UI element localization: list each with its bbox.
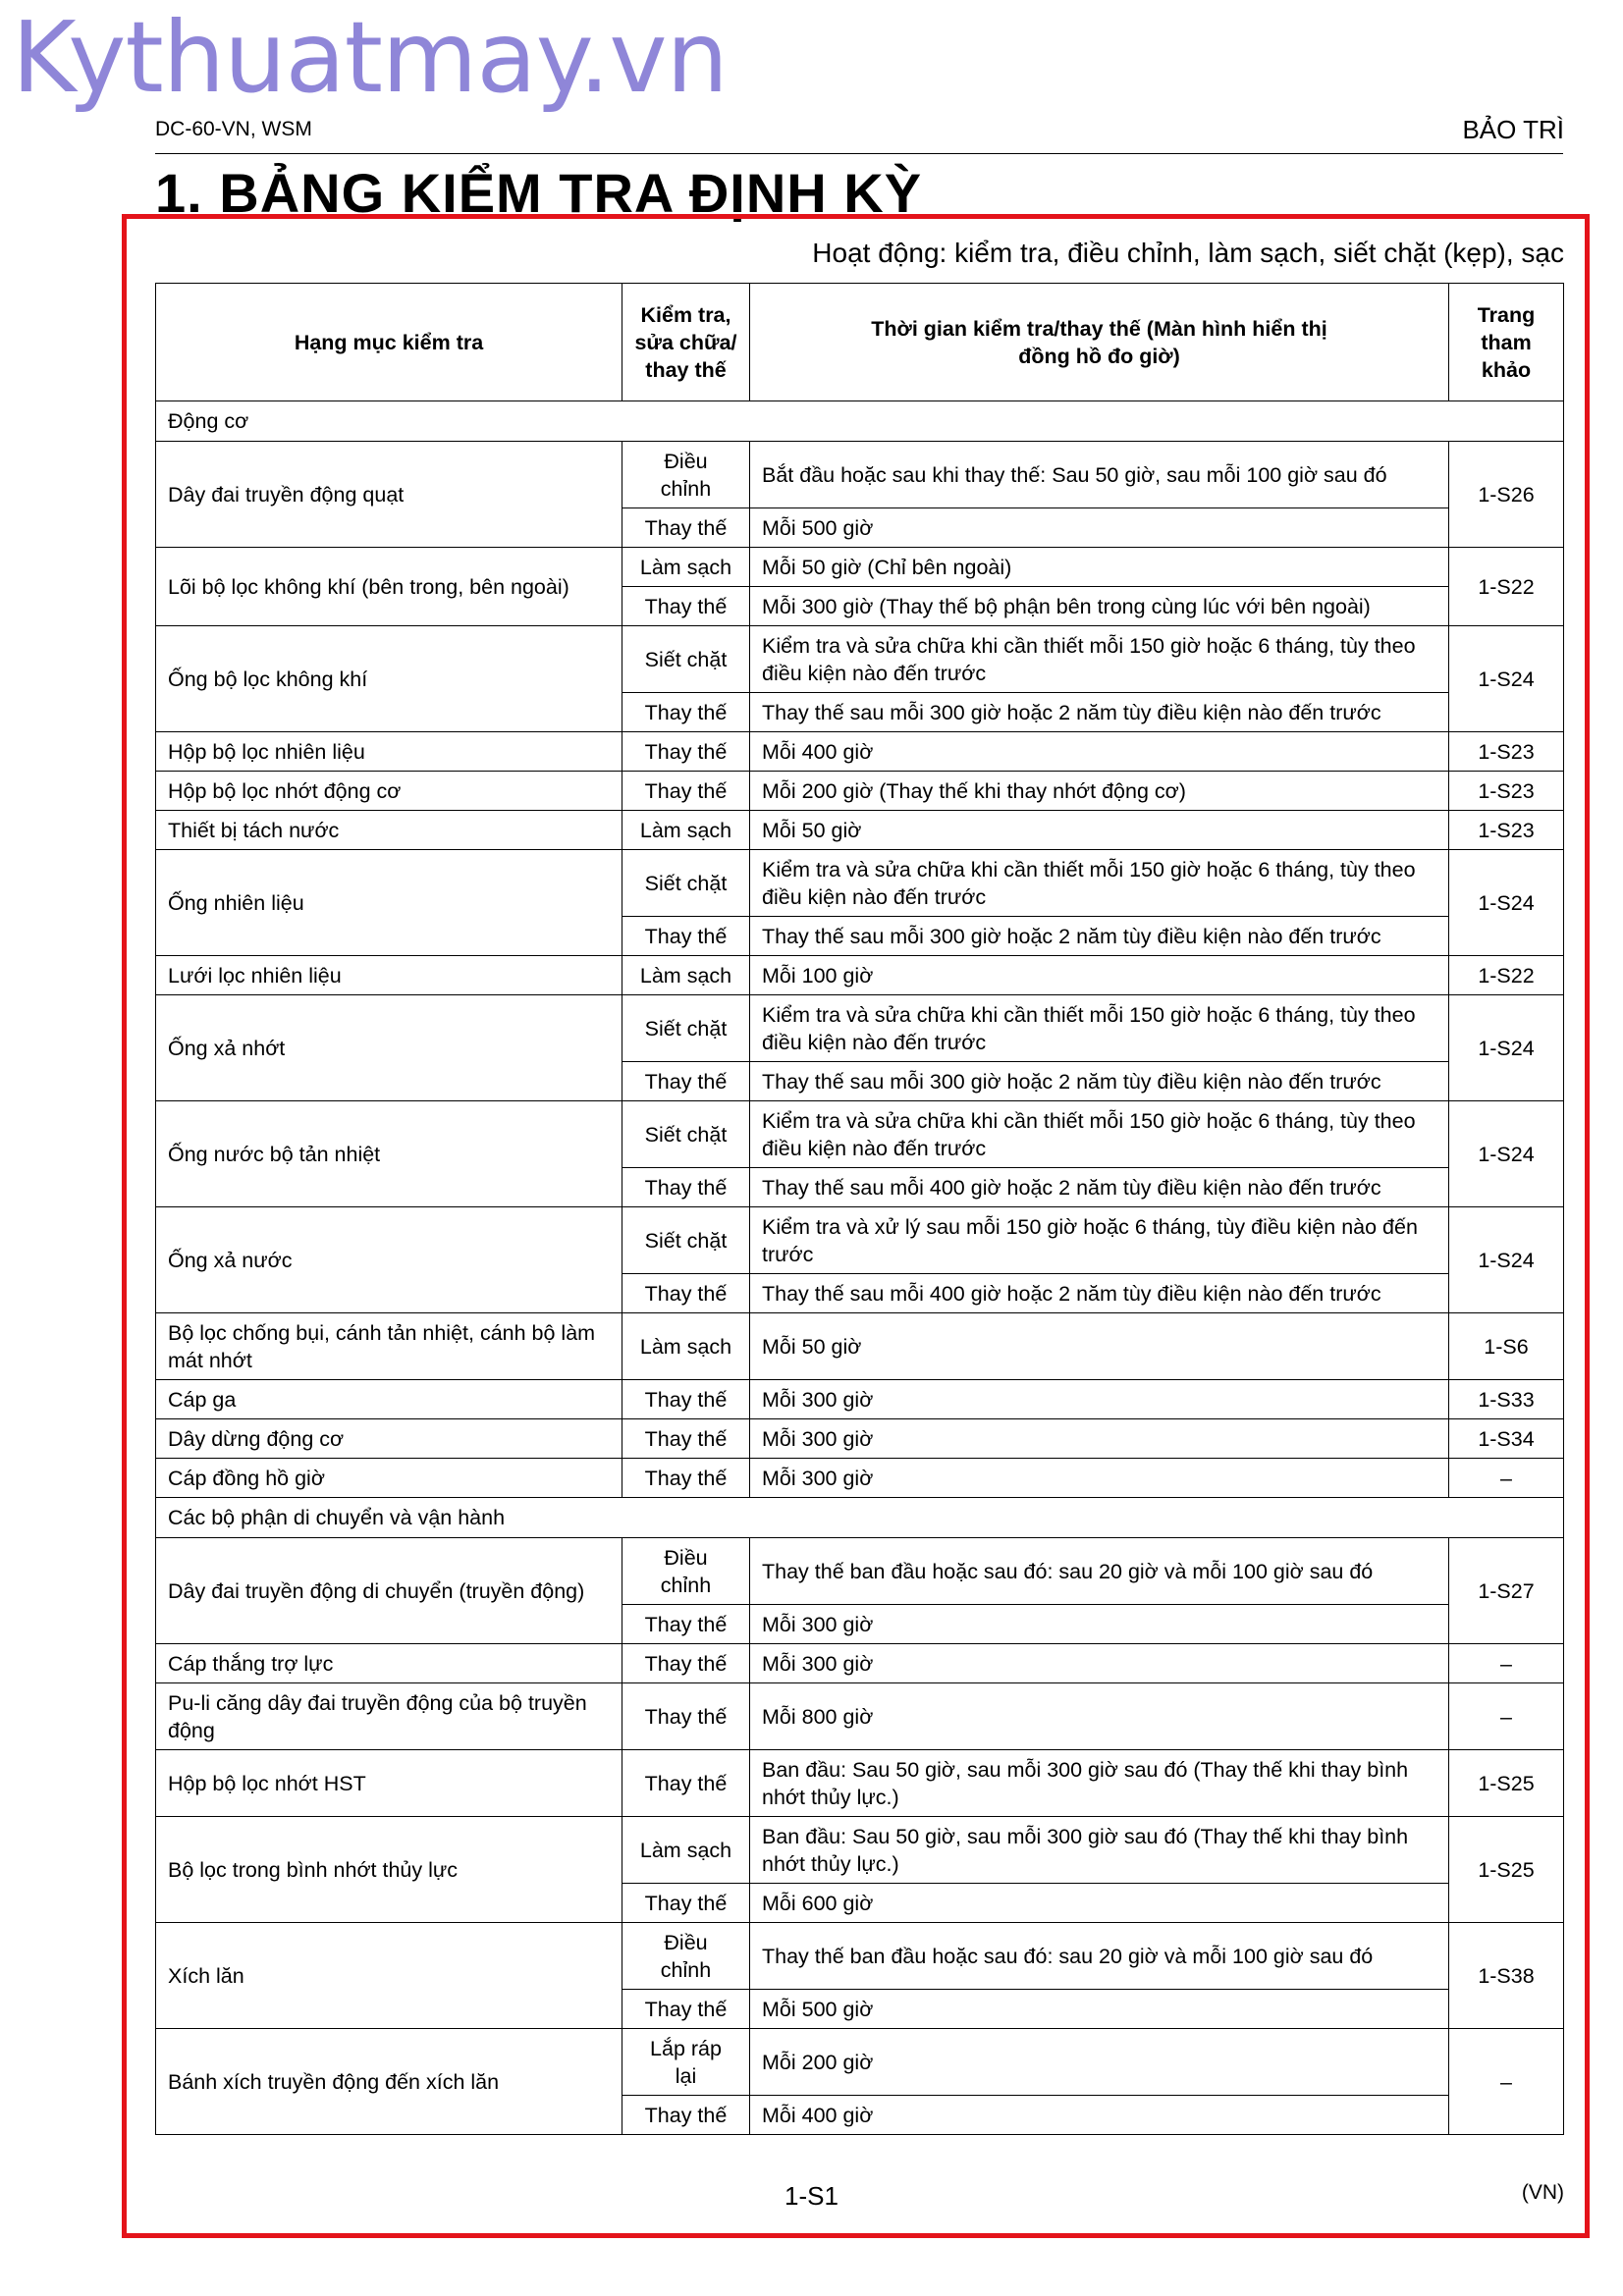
action-cell: Điều chỉnh	[622, 1538, 750, 1605]
action-cell: Thay thế	[622, 1380, 750, 1419]
action-cell: Điều chỉnh	[622, 1923, 750, 1990]
action-cell: Thay thế	[622, 1274, 750, 1313]
doc-code: DC-60-VN, WSM	[155, 118, 312, 140]
table-row	[156, 442, 1564, 508]
action-cell: Làm sạch	[622, 1313, 750, 1380]
table-row	[156, 772, 1564, 811]
interval-cell: Mỗi 50 giờ (Chỉ bên ngoài)	[750, 548, 1449, 587]
watermark-logo: Kythuatmay.vn	[12, 0, 728, 115]
ref-cell: 1-S23	[1449, 772, 1564, 811]
item-cell: Ống bộ lọc không khí	[156, 626, 622, 732]
header-rule	[155, 153, 1563, 154]
ref-cell: 1-S25	[1449, 1750, 1564, 1817]
action-cell: Siết chặt	[622, 995, 750, 1062]
interval-cell: Thay thế sau mỗi 300 giờ hoặc 2 năm tùy điều kiện nào đến trước	[750, 1062, 1449, 1101]
action-cell: Thay thế	[622, 917, 750, 956]
action-cell: Lắp ráp lại	[622, 2029, 750, 2096]
interval-cell: Mỗi 600 giờ	[750, 1884, 1449, 1923]
table-row	[156, 1644, 1564, 1683]
action-cell: Thay thế	[622, 1459, 750, 1498]
item-cell: Hộp bộ lọc nhớt HST	[156, 1750, 622, 1817]
ref-cell: 1-S24	[1449, 850, 1564, 956]
interval-cell: Ban đầu: Sau 50 giờ, sau mỗi 300 giờ sau đó (Thay thế khi thay bình nhớt thủy lực.)	[750, 1750, 1449, 1817]
action-cell: Làm sạch	[622, 811, 750, 850]
interval-cell: Mỗi 50 giờ	[750, 1313, 1449, 1380]
action-cell: Thay thế	[622, 1168, 750, 1207]
item-cell: Cáp ga	[156, 1380, 622, 1419]
table-row	[156, 1419, 1564, 1459]
item-cell: Xích lăn	[156, 1923, 622, 2029]
interval-cell: Thay thế sau mỗi 300 giờ hoặc 2 năm tùy điều kiện nào đến trước	[750, 917, 1449, 956]
interval-cell: Mỗi 400 giờ	[750, 732, 1449, 772]
interval-cell: Kiểm tra và xử lý sau mỗi 150 giờ hoặc 6 tháng, tùy điều kiện nào đến trước	[750, 1207, 1449, 1274]
col-header-ref: Trang tham khảo	[1449, 284, 1564, 401]
ref-cell: 1-S23	[1449, 732, 1564, 772]
section-engine: Động cơ	[156, 401, 1564, 442]
item-cell: Dây đai truyền động quạt	[156, 442, 622, 548]
action-cell: Thay thế	[622, 1062, 750, 1101]
action-cell: Thay thế	[622, 1683, 750, 1750]
ref-cell: –	[1449, 1644, 1564, 1683]
item-cell: Pu-li căng dây đai truyền động của bộ truyền động	[156, 1683, 622, 1750]
action-cell: Thay thế	[622, 1605, 750, 1644]
action-cell: Thay thế	[622, 1750, 750, 1817]
table-row	[156, 1538, 1564, 1605]
action-cell: Thay thế	[622, 732, 750, 772]
interval-cell: Mỗi 300 giờ	[750, 1644, 1449, 1683]
ref-cell: 1-S24	[1449, 995, 1564, 1101]
interval-cell: Mỗi 300 giờ (Thay thế bộ phận bên trong cùng lúc với bên ngoài)	[750, 587, 1449, 626]
language-code: (VN)	[1521, 2181, 1564, 2204]
ref-cell: –	[1449, 1459, 1564, 1498]
interval-cell: Mỗi 300 giờ	[750, 1419, 1449, 1459]
interval-cell: Mỗi 300 giờ	[750, 1459, 1449, 1498]
interval-cell: Thay thế sau mỗi 400 giờ hoặc 2 năm tùy điều kiện nào đến trước	[750, 1168, 1449, 1207]
interval-cell: Mỗi 500 giờ	[750, 508, 1449, 548]
item-cell: Thiết bị tách nước	[156, 811, 622, 850]
interval-cell: Thay thế sau mỗi 300 giờ hoặc 2 năm tùy điều kiện nào đến trước	[750, 693, 1449, 732]
action-cell: Thay thế	[622, 1884, 750, 1923]
ref-cell: 1-S22	[1449, 956, 1564, 995]
item-cell: Cáp thắng trợ lực	[156, 1644, 622, 1683]
table-row	[156, 956, 1564, 995]
action-cell: Siết chặt	[622, 1101, 750, 1168]
table-row	[156, 1101, 1564, 1168]
activity-note: Hoạt động: kiểm tra, điều chỉnh, làm sạch, siết chặt (kẹp), sạc	[812, 238, 1564, 268]
interval-cell: Kiểm tra và sửa chữa khi cần thiết mỗi 150 giờ hoặc 6 tháng, tùy theo điều kiện nào đến trước	[750, 995, 1449, 1062]
item-cell: Bộ lọc chống bụi, cánh tản nhiệt, cánh bộ làm mát nhớt	[156, 1313, 622, 1380]
action-cell: Thay thế	[622, 1644, 750, 1683]
interval-cell: Ban đầu: Sau 50 giờ, sau mỗi 300 giờ sau đó (Thay thế khi thay bình nhớt thủy lực.)	[750, 1817, 1449, 1884]
action-cell: Làm sạch	[622, 956, 750, 995]
table-row	[156, 1207, 1564, 1274]
interval-cell: Mỗi 200 giờ	[750, 2029, 1449, 2096]
table-row	[156, 1459, 1564, 1498]
interval-cell: Mỗi 800 giờ	[750, 1683, 1449, 1750]
ref-cell: –	[1449, 2029, 1564, 2135]
col-header-action: Kiểm tra, sửa chữa/ thay thế	[622, 284, 750, 401]
section-name: BẢO TRÌ	[1462, 115, 1564, 144]
action-cell: Thay thế	[622, 2096, 750, 2135]
item-cell: Bộ lọc trong bình nhớt thủy lực	[156, 1817, 622, 1923]
interval-cell: Kiểm tra và sửa chữa khi cần thiết mỗi 150 giờ hoặc 6 tháng, tùy theo điều kiện nào đến trước	[750, 626, 1449, 693]
table-row	[156, 626, 1564, 693]
interval-cell: Thay thế ban đầu hoặc sau đó: sau 20 giờ và mỗi 100 giờ sau đó	[750, 1923, 1449, 1990]
inspection-table	[155, 283, 1564, 2135]
ref-cell: 1-S25	[1449, 1817, 1564, 1923]
ref-cell: 1-S34	[1449, 1419, 1564, 1459]
action-cell: Siết chặt	[622, 1207, 750, 1274]
ref-cell: 1-S24	[1449, 626, 1564, 732]
ref-cell: 1-S6	[1449, 1313, 1564, 1380]
item-cell: Bánh xích truyền động đến xích lăn	[156, 2029, 622, 2135]
action-cell: Làm sạch	[622, 1817, 750, 1884]
table-row	[156, 811, 1564, 850]
action-cell: Siết chặt	[622, 626, 750, 693]
ref-cell: 1-S23	[1449, 811, 1564, 850]
item-cell: Lưới lọc nhiên liệu	[156, 956, 622, 995]
interval-cell: Mỗi 400 giờ	[750, 2096, 1449, 2135]
item-cell: Hộp bộ lọc nhiên liệu	[156, 732, 622, 772]
col-header-item: Hạng mục kiểm tra	[156, 284, 622, 401]
interval-cell: Mỗi 300 giờ	[750, 1605, 1449, 1644]
table-row	[156, 1817, 1564, 1884]
table-row	[156, 548, 1564, 587]
action-cell: Thay thế	[622, 772, 750, 811]
item-cell: Ống nhiên liệu	[156, 850, 622, 956]
action-cell: Làm sạch	[622, 548, 750, 587]
action-cell: Thay thế	[622, 587, 750, 626]
action-cell: Thay thế	[622, 1990, 750, 2029]
table-row	[156, 1923, 1564, 1990]
table-row	[156, 850, 1564, 917]
page-number: 1-S1	[784, 2181, 839, 2211]
item-cell: Dây dừng động cơ	[156, 1419, 622, 1459]
action-cell: Siết chặt	[622, 850, 750, 917]
interval-cell: Mỗi 50 giờ	[750, 811, 1449, 850]
table-row	[156, 732, 1564, 772]
interval-cell: Kiểm tra và sửa chữa khi cần thiết mỗi 150 giờ hoặc 6 tháng, tùy theo điều kiện nào đến trước	[750, 1101, 1449, 1168]
item-cell: Ống xả nhớt	[156, 995, 622, 1101]
section-row	[156, 401, 1564, 442]
action-cell: Thay thế	[622, 508, 750, 548]
interval-cell: Mỗi 100 giờ	[750, 956, 1449, 995]
action-cell: Điều chỉnh	[622, 442, 750, 508]
interval-cell: Kiểm tra và sửa chữa khi cần thiết mỗi 150 giờ hoặc 6 tháng, tùy theo điều kiện nào đến trước	[750, 850, 1449, 917]
ref-cell: 1-S33	[1449, 1380, 1564, 1419]
table-row	[156, 995, 1564, 1062]
action-cell: Thay thế	[622, 693, 750, 732]
interval-cell: Mỗi 300 giờ	[750, 1380, 1449, 1419]
table-row	[156, 1750, 1564, 1817]
table-header-row	[156, 284, 1564, 401]
ref-cell: 1-S26	[1449, 442, 1564, 548]
table-row	[156, 2029, 1564, 2096]
interval-cell: Mỗi 500 giờ	[750, 1990, 1449, 2029]
action-cell: Thay thế	[622, 1419, 750, 1459]
item-cell: Ống nước bộ tản nhiệt	[156, 1101, 622, 1207]
item-cell: Dây đai truyền động di chuyển (truyền động)	[156, 1538, 622, 1644]
item-cell: Lõi bộ lọc không khí (bên trong, bên ngoài)	[156, 548, 622, 626]
interval-cell: Mỗi 200 giờ (Thay thế khi thay nhớt động cơ)	[750, 772, 1449, 811]
interval-cell: Thay thế ban đầu hoặc sau đó: sau 20 giờ và mỗi 100 giờ sau đó	[750, 1538, 1449, 1605]
ref-cell: 1-S22	[1449, 548, 1564, 626]
item-cell: Hộp bộ lọc nhớt động cơ	[156, 772, 622, 811]
interval-cell: Thay thế sau mỗi 400 giờ hoặc 2 năm tùy điều kiện nào đến trước	[750, 1274, 1449, 1313]
item-cell: Cáp đồng hồ giờ	[156, 1459, 622, 1498]
table-row	[156, 1380, 1564, 1419]
ref-cell: –	[1449, 1683, 1564, 1750]
ref-cell: 1-S38	[1449, 1923, 1564, 2029]
page-title: 1. BẢNG KIỂM TRA ĐỊNH KỲ	[155, 162, 923, 224]
table-row	[156, 1313, 1564, 1380]
interval-cell: Bắt đầu hoặc sau khi thay thế: Sau 50 giờ, sau mỗi 100 giờ sau đó	[750, 442, 1449, 508]
item-cell: Ống xả nước	[156, 1207, 622, 1313]
ref-cell: 1-S24	[1449, 1207, 1564, 1313]
section-travel: Các bộ phận di chuyển và vận hành	[156, 1498, 1564, 1538]
ref-cell: 1-S24	[1449, 1101, 1564, 1207]
table-row	[156, 1683, 1564, 1750]
col-header-interval: Thời gian kiểm tra/thay thế (Màn hình hiển thị đồng hồ đo giờ)	[750, 284, 1449, 401]
ref-cell: 1-S27	[1449, 1538, 1564, 1644]
section-row	[156, 1498, 1564, 1538]
